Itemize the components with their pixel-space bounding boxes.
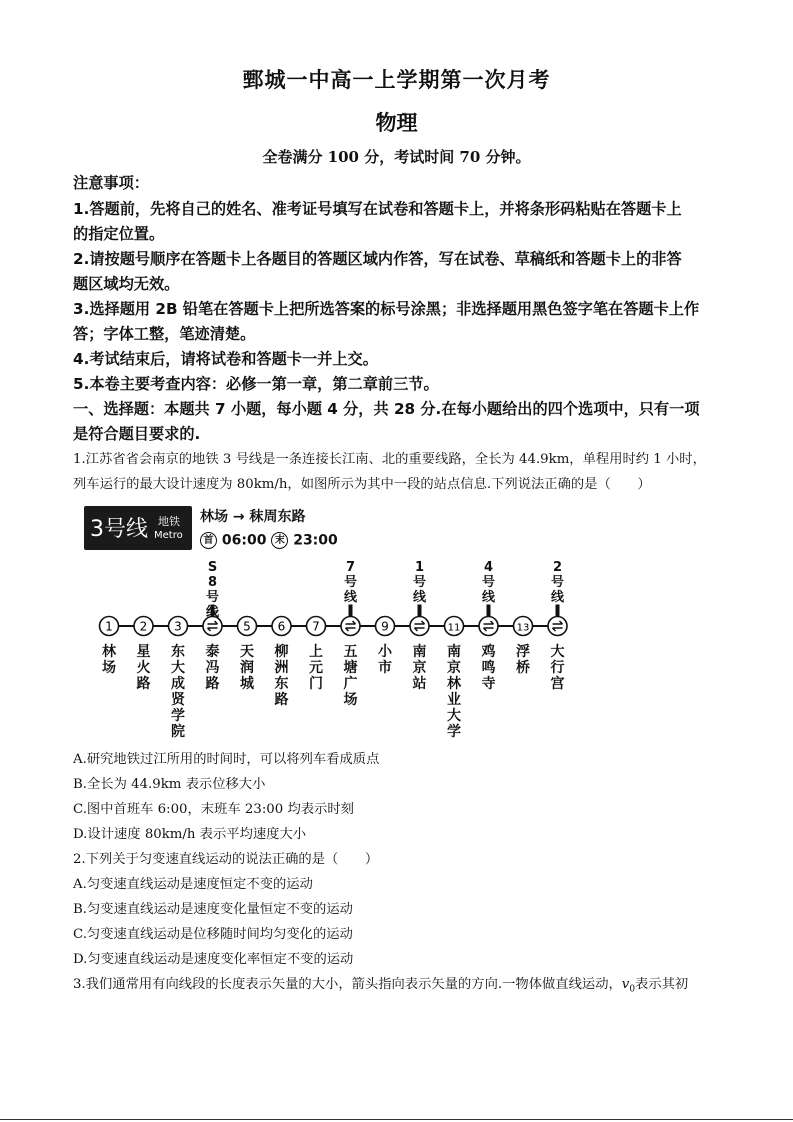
station-name: 鸡 鸣 寺	[481, 643, 496, 692]
q3-symbol: v	[621, 977, 630, 992]
station-name: 上 元 门	[309, 643, 323, 692]
first-train-mark: 首	[200, 532, 217, 549]
metro-figure	[74, 498, 574, 740]
station-number: 5	[243, 619, 251, 634]
section-heading-cont: 是符合题目要求的.	[73, 425, 201, 443]
last-train-mark: 末	[271, 532, 288, 549]
transfer-line-label: 2 号 线	[550, 559, 564, 605]
q2-option-d: D.匀变速直线运动是速度变化率恒定不变的运动	[73, 952, 354, 967]
q1-stem: 1.江苏省省会南京的地铁 3 号线是一条连接长江南、北的重要线路，全长为 44.9km，单程用时约 1 小时，	[73, 452, 706, 467]
q3-stem-text: 3.我们通常用有向线段的长度表示矢量的大小，箭头指向表示矢量的方向.一物体做直线运动，	[73, 977, 622, 992]
station-number: 1	[105, 619, 113, 634]
transfer-station-marker	[548, 617, 567, 636]
metro-line-diagram	[74, 498, 574, 736]
note-line: 5.本卷主要考查内容：必修一第一章，第二章前三节。	[73, 375, 439, 393]
section-heading: 一、选择题：本题共 7 小题，每小题 4 分，共 28 分.在每小题给出的四个选项中，只有一项	[73, 400, 700, 418]
q2-option-a: A.匀变速直线运动是速度恒定不变的运动	[73, 877, 313, 892]
note-line: 答；字体工整，笔迹清楚。	[73, 325, 256, 343]
q2-option-c: C.匀变速直线运动是位移随时间均匀变化的运动	[73, 927, 353, 942]
q1-option-d: D.设计速度 80km/h 表示平均速度大小	[73, 827, 307, 842]
exam-title: 鄄城一中高一上学期第一次月考	[242, 68, 551, 92]
station-name: 东 大 成 贤 学 院	[171, 643, 185, 740]
station-name: 天 润 城	[240, 643, 254, 692]
transfer-line-label: 4 号 线	[481, 559, 495, 605]
transfer-station-marker	[479, 617, 498, 636]
q2-option-b: B.匀变速直线运动是速度变化量恒定不变的运动	[73, 902, 353, 917]
station-number: 3	[174, 619, 182, 634]
note-line: 题区域均无效。	[73, 275, 180, 293]
q1-option-b: B.全长为 44.9km 表示位移大小	[73, 777, 266, 792]
transfer-line-label: S8 号 线	[205, 559, 219, 620]
q2-stem: 2.下列关于匀变速直线运动的说法正确的是（ ）	[73, 852, 379, 867]
station-name: 浮 桥	[516, 643, 530, 676]
q3-symbol-sub: 0	[629, 984, 636, 995]
q1-option-a: A.研究地铁过江所用的时间时，可以将列车看成质点	[73, 752, 380, 767]
station-name: 泰 冯 路	[205, 643, 220, 692]
station-number: 11	[447, 622, 461, 634]
transfer-line-label: 7 号 线	[343, 559, 357, 605]
first-train-time: 06:00	[221, 532, 267, 549]
station-name: 南 京 林 业 大 学	[447, 643, 461, 740]
station-name: 五 塘 广 场	[343, 643, 358, 708]
station-name: 林 场	[102, 643, 116, 676]
station-name: 柳 洲 东 路	[274, 643, 289, 708]
station-number: 7	[312, 619, 320, 634]
line-name: 3号线	[90, 517, 148, 542]
note-line: 1.答题前，先将自己的姓名、准考证号填写在试卷和答题卡上，并将条形码粘贴在答题卡上	[73, 200, 682, 218]
station-name: 南 京 站	[412, 643, 427, 692]
transfer-line-label: 1 号 线	[412, 559, 426, 605]
station-number: 6	[277, 619, 286, 634]
station-name: 大 行 宫	[550, 643, 565, 692]
route-direction: 林场 → 秣周东路	[200, 509, 306, 525]
note-line: 3.选择题用 2B 铅笔在答题卡上把所选答案的标号涂黑；非选择题用黑色签字笔在答题卡上作	[73, 300, 700, 318]
subject-title: 物理	[375, 111, 418, 135]
note-line: 的指定位置。	[73, 225, 165, 243]
score-time-note: 全卷满分 100 分，考试时间 70 分钟。	[262, 148, 531, 166]
badge-cn: 地铁	[158, 515, 180, 528]
station-name: 小 市	[378, 643, 392, 676]
q3-stem	[73, 973, 688, 995]
transfer-station-marker	[341, 617, 360, 636]
station-name: 星 火 路	[136, 643, 151, 692]
notes-heading: 注意事项：	[73, 174, 149, 192]
station-number: 9	[381, 619, 389, 634]
badge-en: Metro	[154, 530, 183, 541]
station-number: 13	[516, 622, 530, 634]
q3-stem-tail: 表示其初	[635, 977, 689, 992]
page-bottom-rule	[0, 1119, 793, 1120]
last-train-time: 23:00	[293, 532, 338, 549]
station-number: 2	[139, 619, 148, 634]
q1-option-c: C.图中首班车 6:00，末班车 23:00 均表示时刻	[73, 802, 354, 817]
q1-stem-cont: 列车运行的最大设计速度为 80km/h，如图所示为其中一段的站点信息.下列说法正确的是（ ）	[73, 477, 651, 492]
note-line: 2.请按题号顺序在答题卡上各题目的答题区域内作答，写在试卷、草稿纸和答题卡上的非答	[73, 250, 682, 268]
transfer-station-marker	[410, 617, 429, 636]
note-line: 4.考试结束后，请将试卷和答题卡一并上交。	[73, 350, 378, 368]
